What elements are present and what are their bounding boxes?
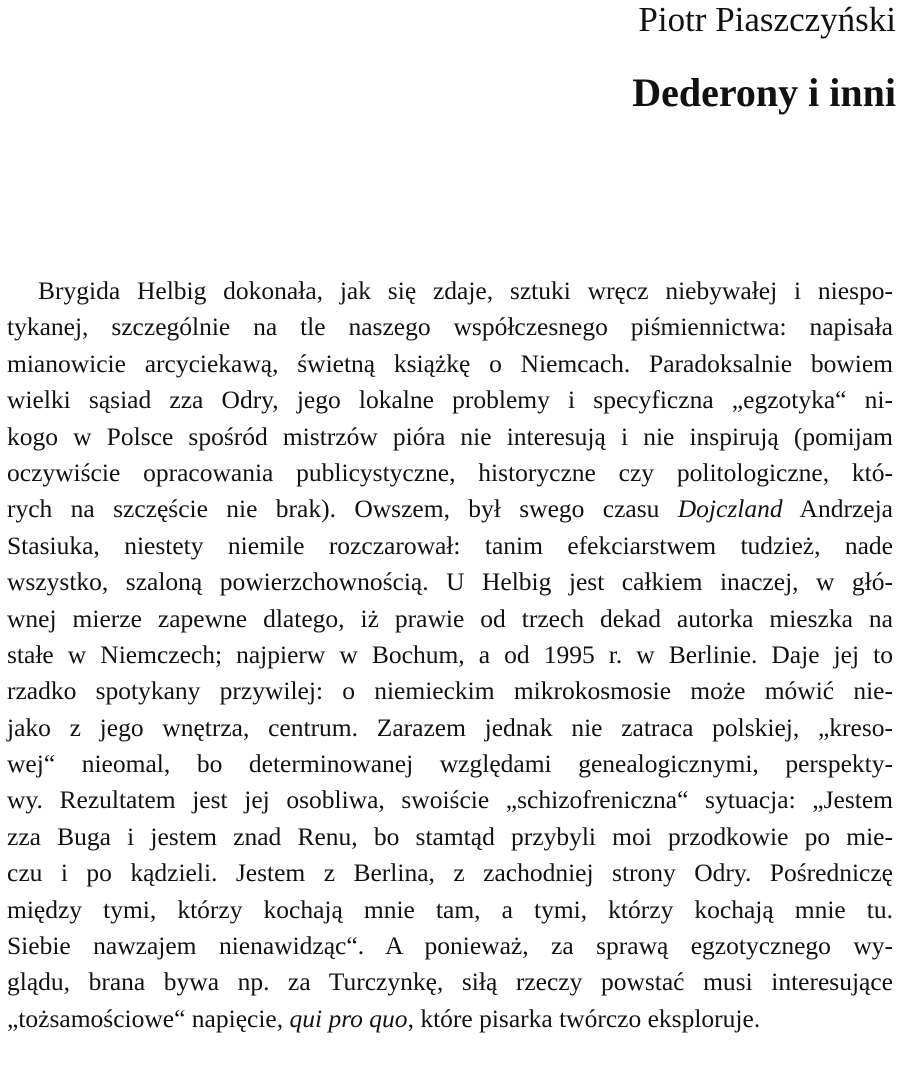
text-line [7,346,893,382]
text-segment: zza Buga i jestem znad Renu, bo stamtąd przybyli moi przodkowie po mie- [7,821,893,851]
text-segment: między tymi, którzy kochają mnie tam, a tymi, którzy kochają mnie tu. [7,894,893,924]
text-segment: Siebie nawzajem nienawidząc“. A ponieważ, za sprawą egzotycznego wy- [7,931,893,961]
text-segment: wszystko, szaloną powierzchownością. U Helbig jest całkiem inaczej, w głó- [7,567,893,597]
text-line [7,746,893,782]
text-line [7,637,893,673]
text-segment: mianowicie arcyciekawą, świetną książkę o Niemcach. Paradoksalnie bowiem [7,348,893,378]
text-segment: Stasiuka, niestety niemile rozczarował: tanim efekciarstwem tudzież, nade [7,530,893,560]
text-segment: wy. Rezultatem jest jej osobliwa, swoiście „schizofreniczna“ sytuacja: „Jestem [7,785,893,815]
text-segment: wnej mierze zapewne dlatego, iż prawie od trzech dekad autorka mieszka na [7,603,893,633]
text-segment: oczywiście opracowania publicystyczne, historyczne czy politologiczne, któ- [7,457,893,487]
text-segment: Andrzeja [782,494,893,524]
text-line [7,455,893,491]
text-line [7,782,893,818]
text-segment: wej“ nieomal, bo determinowanej względami genealogicznymi, perspekty- [7,749,893,779]
text-line [7,855,893,891]
body-paragraph [7,273,893,1037]
text-segment: stałe w Niemczech; najpierw w Bochum, a od 1995 r. w Berlinie. Daje jej to [7,639,893,669]
text-line [7,1001,893,1037]
text-line [7,564,893,600]
text-line [7,819,893,855]
text-line [7,928,893,964]
text-line [7,528,893,564]
text-line [7,673,893,709]
text-line [7,892,893,928]
text-line [7,382,893,418]
text-segment: , które pisarka twórczo eksploruje. [407,1003,761,1033]
text-segment: glądu, brana bywa np. za Turczynkę, siłą rzeczy powstać musi interesujące [7,967,893,997]
text-segment: kogo w Polsce spośród mistrzów pióra nie interesują i nie inspirują (pomijam [7,421,893,451]
text-segment: wielki sąsiad zza Odry, jego lokalne problemy i specyficzna „egzotyka“ ni- [7,385,893,415]
text-line [7,710,893,746]
text-line [7,273,893,309]
text-line [7,309,893,345]
text-line [7,419,893,455]
text-segment: rzadko spotykany przywilej: o niemieckim mikrokosmosie może mówić nie- [7,676,893,706]
text-segment: Brygida Helbig dokonała, jak się zdaje, sztuki wręcz niebywałej i niespo- [38,276,893,305]
text-segment: czu i po kądzieli. Jestem z Berlina, z zachodniej strony Odry. Pośredniczę [7,858,893,888]
italic-title: Dojczland [677,494,783,524]
text-line [7,491,893,527]
text-line [7,601,893,637]
text-segment: jako z jego wnętrza, centrum. Zarazem jednak nie zatraca polskiej, „kreso- [7,712,893,742]
italic-title: qui pro quo [289,1003,408,1033]
text-line [7,964,893,1000]
text-segment: tykanej, szczególnie na tle naszego współczesnego piśmiennictwa: napisała [7,312,893,342]
author-name: Piotr Piaszczyński [638,0,896,39]
text-segment: rych na szczęście nie brak). Owszem, był swego czasu [7,494,678,524]
text-segment: „tożsamościowe“ napięcie, [7,1003,290,1033]
article-title: Dederony i inni [632,70,896,115]
